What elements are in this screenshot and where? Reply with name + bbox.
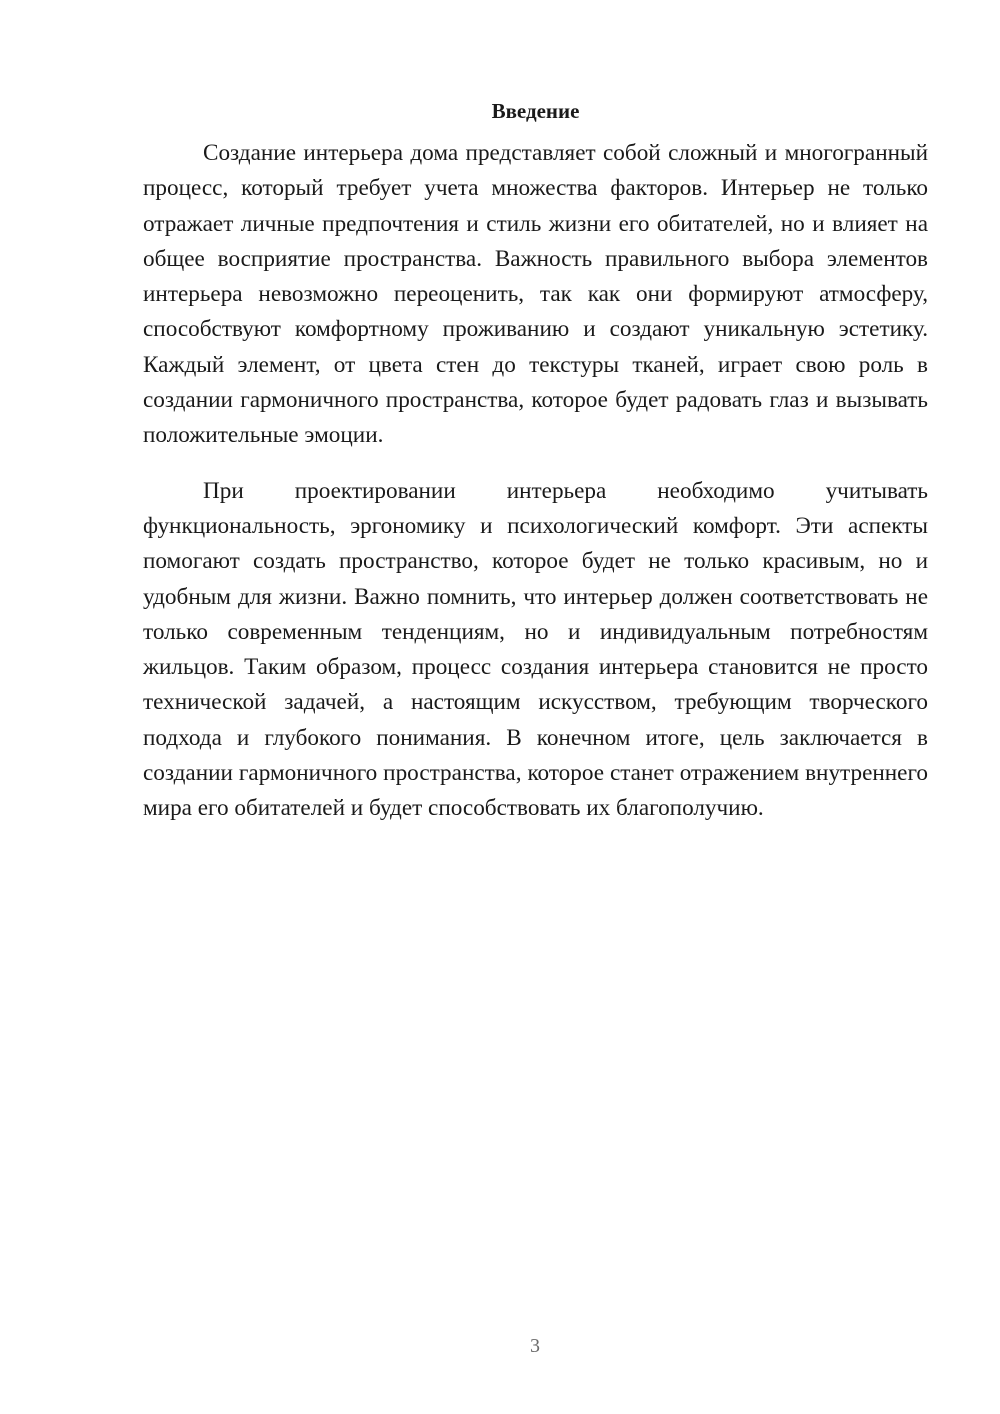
section-heading: Введение [491,99,580,123]
paragraph-1: Создание интерьера дома представляет собой сложный и многогранный процесс, который требует учета множества факторов. Интерьер не только отражает личные предпочтения и стиль жизни его обитателей, но и влияет на общее восприятие пространства. Важность правильного выбора элементов интерьера невозможно переоценить, так как они формируют атмосферу, способствуют комфортному проживанию и создают уникальную эстетику. Каждый элемент, от цвета стен до текстуры тканей, играет свою роль в создании гармоничного пространства, которое будет радовать глаз и вызывать положительные эмоции. [143,140,928,449]
document-body [143,95,928,827]
page-number: 3 [530,1335,540,1357]
paragraph-2: При проектировании интерьера необходимо учитывать функциональность, эргономику и психологический комфорт. Эти аспекты помогают создать пространство, которое будет не только красивым, но и удобным для жизни. Важно помнить, что интерьер должен соответствовать не только современным тенденциям, но и индивидуальным потребностям жильцов. Таким образом, процесс создания интерьера становится не просто технической задачей, а настоящим искусством, требующим творческого подхода и глубокого понимания. В конечном итоге, цель заключается в создании гармоничного пространства, которое станет отражением внутреннего мира его обитателей и будет способствовать их благополучию. [143,477,928,822]
